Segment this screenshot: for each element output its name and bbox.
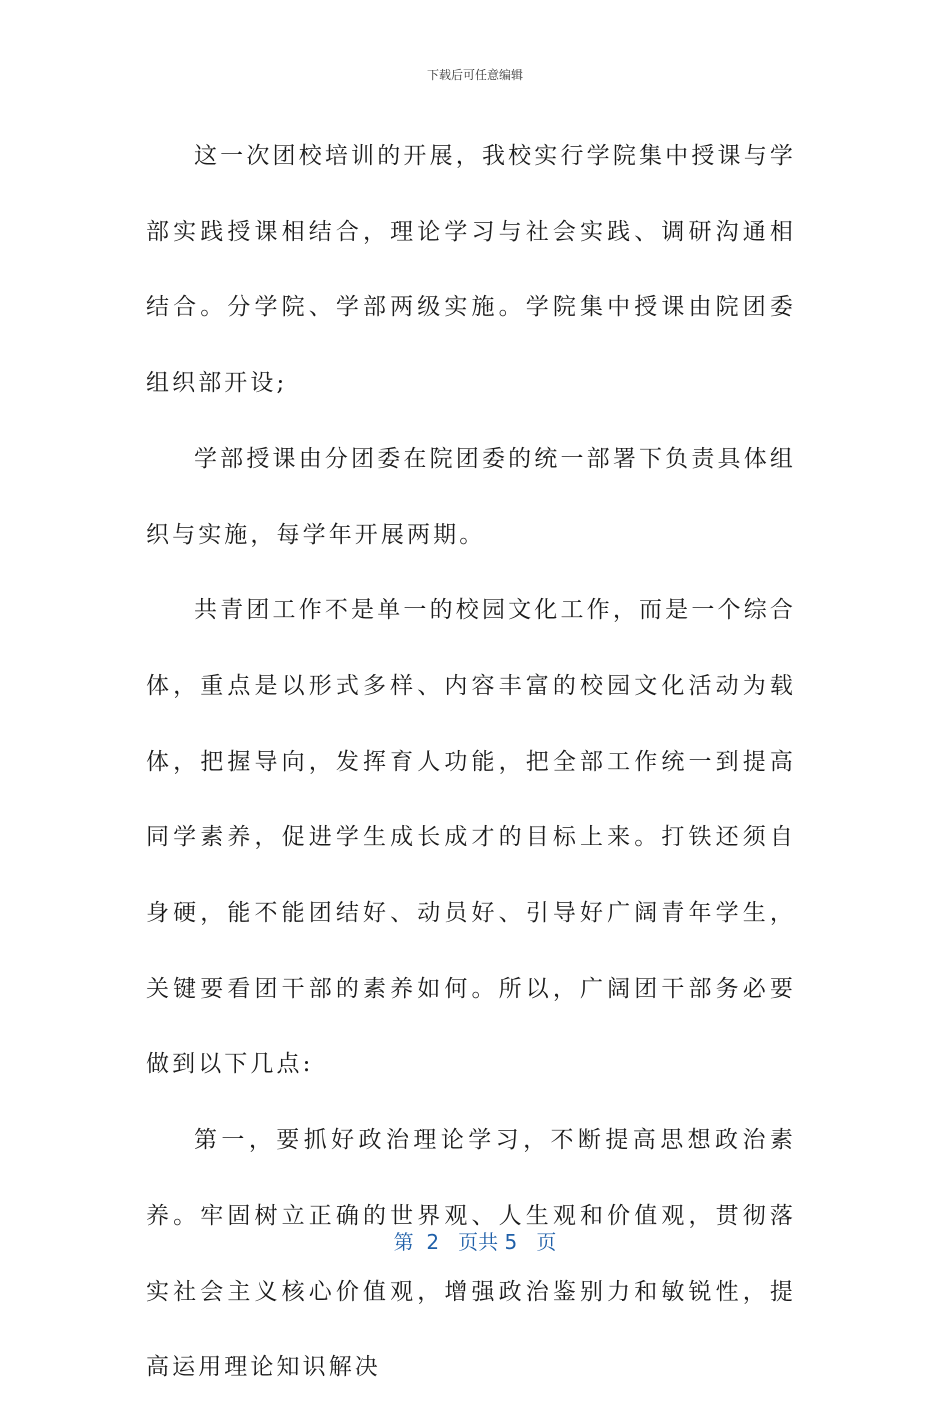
- paragraph-4: 第一，要抓好政治理论学习，不断提高思想政治素养。牢固树立正确的世界观、人生观和价值观，贯彻落实社会主义核心价值观，增强政治鉴别力和敏锐性，提高运用理论知识解决: [146, 1127, 796, 1381]
- footer-suffix: 页: [536, 1230, 557, 1254]
- footer-total-pages: 5: [504, 1230, 518, 1254]
- header-note: 下载后可任意编辑: [426, 68, 523, 82]
- paragraph-1: 这一次团校培训的开展，我校实行学院集中授课与学部实践授课相结合，理论学习与社会实践、调研沟通相结合。分学院、学部两级实施。学院集中授课由院团委组织部开设;: [146, 143, 796, 397]
- paragraph-2: 学部授课由分团委在院团委的统一部署下负责具体组织与实施，每学年开展两期。: [146, 445, 796, 548]
- page-number-footer: [0, 1226, 950, 1255]
- footer-current-page: 2: [426, 1230, 440, 1254]
- footer-middle: 页共: [458, 1230, 499, 1254]
- footer-prefix: 第: [393, 1230, 414, 1254]
- document-body: [146, 119, 796, 1406]
- paragraph-3: 共青团工作不是单一的校园文化工作，而是一个综合体，重点是以形式多样、内容丰富的校园文化活动为载体，把握导向，发挥育人功能，把全部工作统一到提高同学素养，促进学生成长成才的目标上来。打铁还须自身硬，能不能团结好、动员好、引导好广阔青年学生，关键要看团干部的素养如何。所以，广阔团干部务必要做到以下几点:: [146, 597, 796, 1078]
